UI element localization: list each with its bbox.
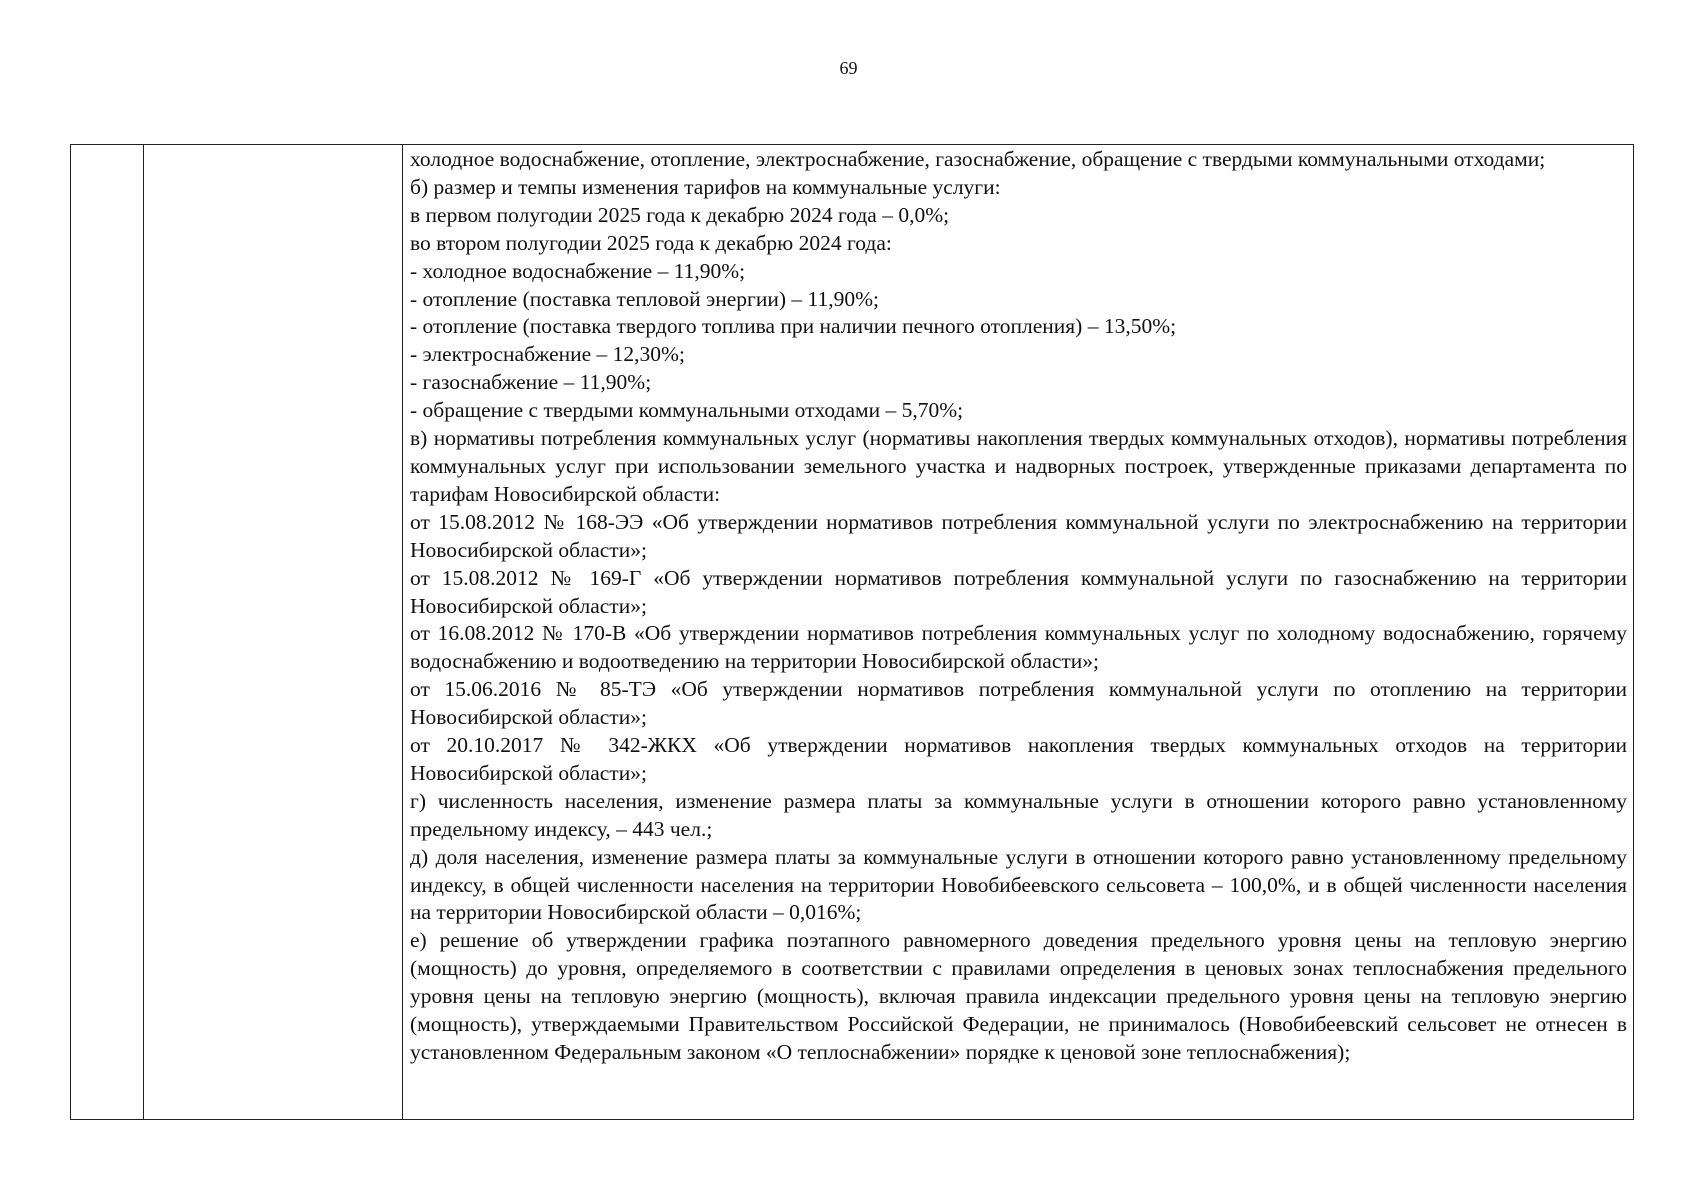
list-item: - электроснабжение – 12,30%;: [410, 342, 685, 367]
list-item: - обращение с твердыми коммунальными отходами – 5,70%;: [410, 398, 964, 423]
paragraph: д) доля населения, изменение размера платы за коммунальные услуги в отношении которого равно установленному предельному индексу, в общей численности населения на территории Новобибеевского сельсовета – 100,0%, и в общей численности населения на территории Новосибирской области – 0,016%;: [410, 844, 1627, 925]
paragraph: от 20.10.2017 № 342-ЖКХ «Об утверждении нормативов накопления твердых коммунальных отходов на территории Новосибирской области»;: [410, 733, 1627, 785]
paragraph: от 15.08.2012 № 168-ЭЭ «Об утверждении нормативов потребления коммунальной услуги по электроснабжению на территории Новосибирской области»;: [410, 509, 1627, 562]
list-item: - холодное водоснабжение – 11,90%;: [410, 258, 746, 283]
document-table: [70, 144, 1634, 1120]
paragraph: во втором полугодии 2025 года к декабрю 2024 года:: [410, 230, 892, 255]
list-item: - отопление (поставка твердого топлива при наличии печного отопления) – 13,50%;: [410, 314, 1177, 339]
paragraph: от 15.08.2012 № 169-Г «Об утверждении нормативов потребления коммунальной услуги по газоснабжению на территории Новосибирской области»;: [410, 565, 1627, 618]
table-column-name: [144, 145, 403, 1119]
paragraph: е) решение об утверждении графика поэтапного равномерного доведения предельного уровня цены на тепловую энергию (мощность) до уровня, определяемого в соответствии с правилами определения в ценовых зонах теплоснабжения предельного уровня цены на тепловую энергию (мощность), включая правила индексации предельного уровня цены на тепловую энергию (мощность), утверждаемыми Правительством Российской Федерации, не принималось (Новобибеевский сельсовет не отнесен в установленном Федеральным законом «О теплоснабжении» порядке к ценовой зоне теплоснабжения);: [410, 928, 1627, 1064]
paragraph: г) численность населения, изменение размера платы за коммунальные услуги в отношении которого равно установленному предельному индексу, – 443 чел.;: [410, 788, 1627, 841]
page-number: 69: [839, 58, 858, 78]
paragraph: в) нормативы потребления коммунальных услуг (нормативы накопления твердых коммунальных отходов), нормативы потребления коммунальных услуг при использовании земельного участка и надворных построек, утвержденные приказами департамента по тарифам Новосибирской области:: [410, 426, 1627, 506]
table-column-content: [403, 145, 1633, 1119]
paragraph: б) размер и темпы изменения тарифов на коммунальные услуги:: [410, 174, 1001, 199]
table-column-number: [71, 145, 144, 1119]
paragraph: от 15.06.2016 № 85-ТЭ «Об утверждении нормативов потребления коммунальной услуги по отоплению на территории Новосибирской области»;: [410, 677, 1627, 730]
paragraph: в первом полугодии 2025 года к декабрю 2024 года – 0,0%;: [410, 202, 950, 227]
list-item: - газоснабжение – 11,90%;: [410, 370, 652, 395]
list-item: - отопление (поставка тепловой энергии) – 11,90%;: [410, 286, 879, 311]
paragraph: от 16.08.2012 № 170-В «Об утверждении нормативов потребления коммунальных услуг по холодному водоснабжению, горячему водоснабжению и водоотведению на территории Новосибирской области»;: [410, 621, 1627, 674]
paragraph: холодное водоснабжение, отопление, электроснабжение, газоснабжение, обращение с твердыми коммунальными отходами;: [410, 147, 1546, 171]
